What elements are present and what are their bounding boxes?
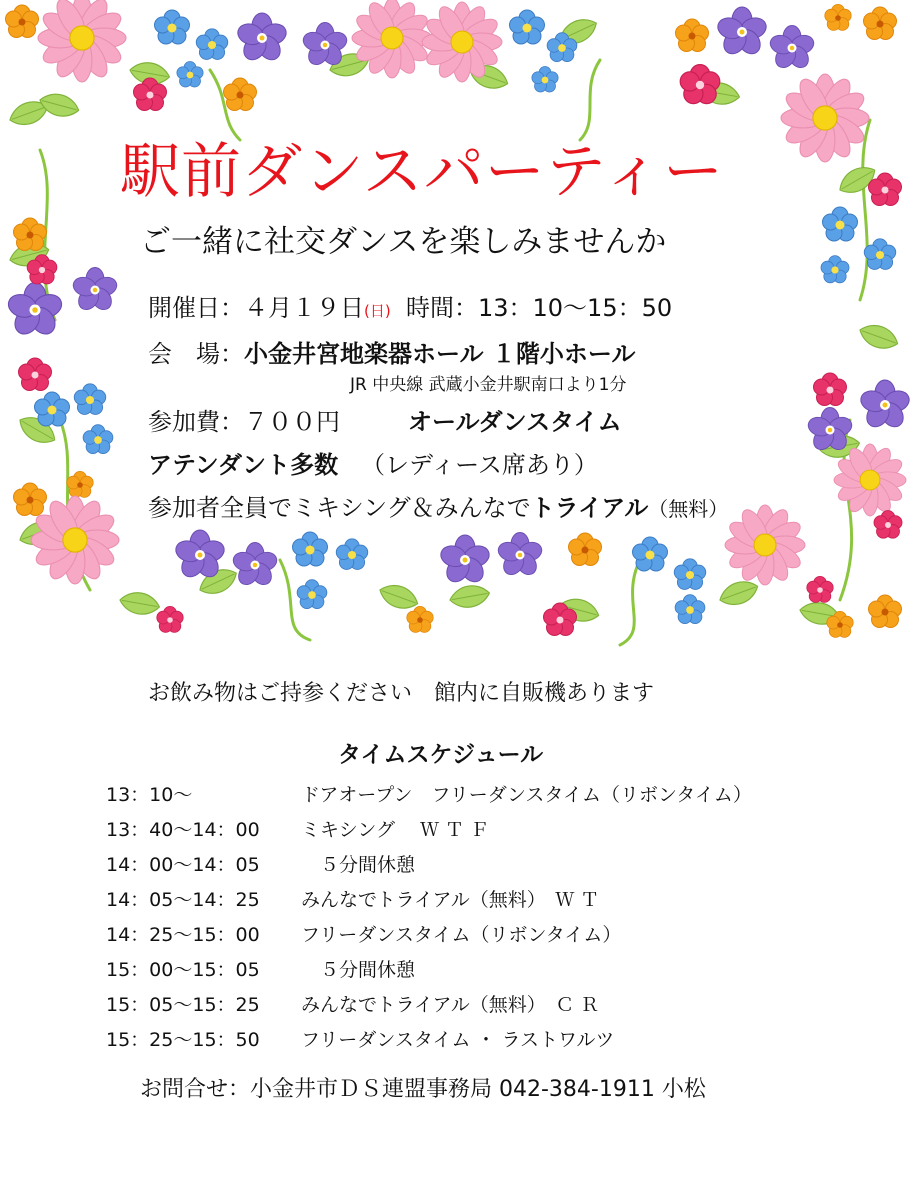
schedule-event: みんなでトライアル（無料） Ｗ Ｔ xyxy=(301,889,600,911)
fee-line xyxy=(148,402,340,437)
event-title: 駅前ダンスパーティー xyxy=(120,137,724,207)
mixing-line xyxy=(148,488,728,523)
schedule-time: 14：00～14：05 xyxy=(106,854,260,876)
attendant-bold: アテンダント多数 xyxy=(148,451,339,479)
date-time-line xyxy=(148,288,672,323)
venue-line xyxy=(148,334,635,369)
event-subtitle: ご一緒に社交ダンスを楽しみませんか xyxy=(140,224,667,260)
schedule-event: ドアオープン フリーダンスタイム（リボンタイム） xyxy=(301,784,752,806)
schedule-time: 15：25～15：50 xyxy=(106,1029,260,1051)
schedule-event: ミキシング Ｗ Ｔ Ｆ xyxy=(301,819,490,841)
date-label: 開催日：４月１９日 xyxy=(148,294,364,322)
attendant-line xyxy=(148,445,598,480)
venue-name: 小金井宮地楽器ホール １階小ホール xyxy=(244,340,636,368)
access-info: JR 中央線 武蔵小金井駅南口より1分 xyxy=(350,375,627,395)
schedule-event: ５分間休憩 xyxy=(301,959,416,981)
time-label: 時間：13：10～15：50 xyxy=(405,294,673,322)
schedule-event: フリーダンスタイム（リボンタイム） xyxy=(301,924,622,946)
drinks-note: お飲み物はご持参ください 館内に自販機あります xyxy=(148,681,655,706)
mixing-prefix: 参加者全員でミキシング＆みんなで xyxy=(148,494,531,522)
attendant-note: （レディース席あり） xyxy=(360,451,598,479)
mixing-bold: トライアル xyxy=(530,494,649,522)
fee-label: 参加費：７００円 xyxy=(148,408,340,436)
venue-label: 会 場： xyxy=(148,340,244,368)
schedule-event: フリーダンスタイム ・ ラストワルツ xyxy=(301,1029,615,1051)
schedule-event: みんなでトライアル（無料） Ｃ Ｒ xyxy=(301,994,600,1016)
mixing-suffix: （無料） xyxy=(648,497,729,521)
all-dance-time: オールダンスタイム xyxy=(408,408,622,436)
schedule-time: 13：40～14：00 xyxy=(106,819,260,841)
schedule-event: ５分間休憩 xyxy=(301,854,416,876)
schedule-time: 14：25～15：00 xyxy=(106,924,260,946)
schedule-time: 15：00～15：05 xyxy=(106,959,260,981)
schedule-title: タイムスケジュール xyxy=(338,742,544,768)
schedule-time: 13：10～ xyxy=(106,784,193,806)
day-mark: (日) xyxy=(364,302,391,320)
schedule-time: 14：05～14：25 xyxy=(106,889,260,911)
schedule-time: 15：05～15：25 xyxy=(106,994,260,1016)
contact-info: お問合せ：小金井市ＤＳ連盟事務局 042-384-1911 小松 xyxy=(140,1077,706,1102)
